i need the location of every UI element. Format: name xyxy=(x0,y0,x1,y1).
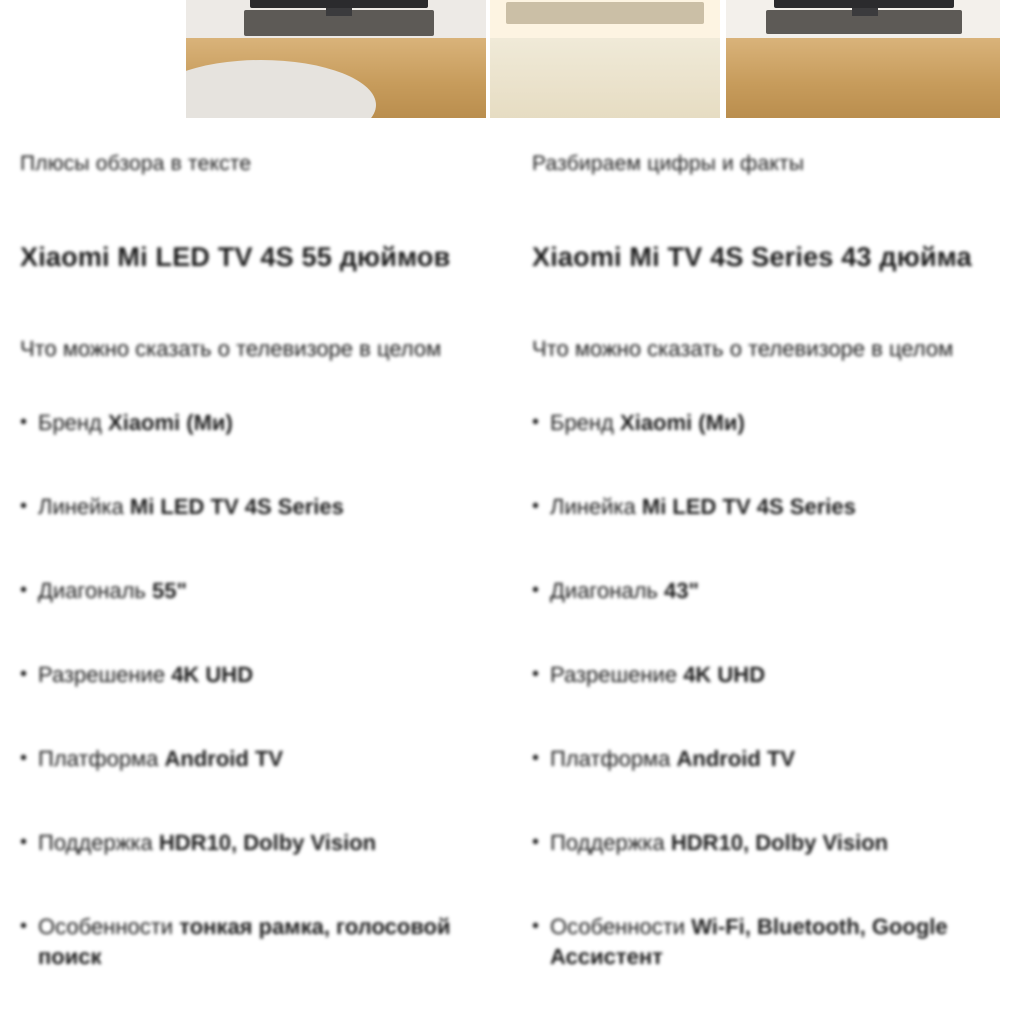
list-item xyxy=(20,492,498,522)
list-item xyxy=(20,576,498,606)
right-spec-list xyxy=(532,408,1010,972)
spec-label: Особенности xyxy=(38,914,174,939)
right-product-column xyxy=(512,150,1024,1024)
left-kicker: Плюсы обзора в тексте xyxy=(20,152,252,175)
spec-value: Android TV xyxy=(164,746,284,771)
spec-value: Xiaomi (Ми) xyxy=(620,410,745,435)
spec-value: 55" xyxy=(152,578,187,603)
right-kicker: Разбираем цифры и факты xyxy=(532,152,805,175)
spec-label: Разрешение xyxy=(550,662,678,687)
spec-label: Разрешение xyxy=(38,662,166,687)
photo-tv-stand xyxy=(326,8,352,16)
tv-photo-middle xyxy=(490,0,720,118)
spec-value: HDR10, Dolby Vision xyxy=(670,830,889,855)
photo-tv-stand xyxy=(852,8,878,16)
spec-value: 4K UHD xyxy=(171,662,254,687)
list-item xyxy=(20,912,498,972)
left-spec-list xyxy=(20,408,498,972)
spec-label: Поддержка xyxy=(38,830,153,855)
spec-value: 4K UHD xyxy=(683,662,766,687)
spec-value: Mi LED TV 4S Series xyxy=(129,494,344,519)
photo-console xyxy=(506,2,704,24)
spec-label: Бренд xyxy=(38,410,102,435)
list-item xyxy=(20,408,498,438)
spec-label: Поддержка xyxy=(550,830,665,855)
spec-value: Xiaomi (Ми) xyxy=(108,410,233,435)
spec-label: Диагональ xyxy=(38,578,146,603)
right-subheading: Что можно сказать о телевизоре в целом xyxy=(532,336,954,361)
comparison-columns xyxy=(0,150,1024,1024)
spec-value: Wi-Fi, Bluetooth, Google Ассистент xyxy=(550,914,948,969)
left-subheading: Что можно сказать о телевизоре в целом xyxy=(20,336,442,361)
spec-label: Платформа xyxy=(550,746,671,771)
spec-label: Особенности xyxy=(550,914,686,939)
left-product-column xyxy=(0,150,512,1024)
spec-value: тонкая рамка, голосовой поиск xyxy=(38,914,451,969)
photo-tv xyxy=(774,0,954,8)
tv-photo-right xyxy=(726,0,1000,118)
photo-tv xyxy=(250,0,428,8)
left-product-title: Xiaomi Mi LED TV 4S 55 дюймов xyxy=(20,242,451,272)
list-item xyxy=(532,912,1010,972)
photo-floor xyxy=(726,38,1000,118)
list-item xyxy=(532,576,1010,606)
spec-value: Mi LED TV 4S Series xyxy=(641,494,856,519)
list-item xyxy=(532,492,1010,522)
list-item xyxy=(532,408,1010,438)
list-item xyxy=(20,744,498,774)
spec-label: Линейка xyxy=(38,494,124,519)
spec-value: 43" xyxy=(664,578,699,603)
spec-value: Android TV xyxy=(676,746,796,771)
spec-label: Бренд xyxy=(550,410,614,435)
list-item xyxy=(20,828,498,858)
list-item xyxy=(532,660,1010,690)
list-item xyxy=(532,828,1010,858)
product-image-strip xyxy=(186,0,1000,118)
spec-label: Платформа xyxy=(38,746,159,771)
spec-label: Линейка xyxy=(550,494,636,519)
list-item xyxy=(532,744,1010,774)
spec-value: HDR10, Dolby Vision xyxy=(158,830,377,855)
right-product-title: Xiaomi Mi TV 4S Series 43 дюйма xyxy=(532,242,972,272)
tv-photo-left xyxy=(186,0,486,118)
list-item xyxy=(20,660,498,690)
spec-label: Диагональ xyxy=(550,578,658,603)
photo-floor xyxy=(490,38,720,118)
